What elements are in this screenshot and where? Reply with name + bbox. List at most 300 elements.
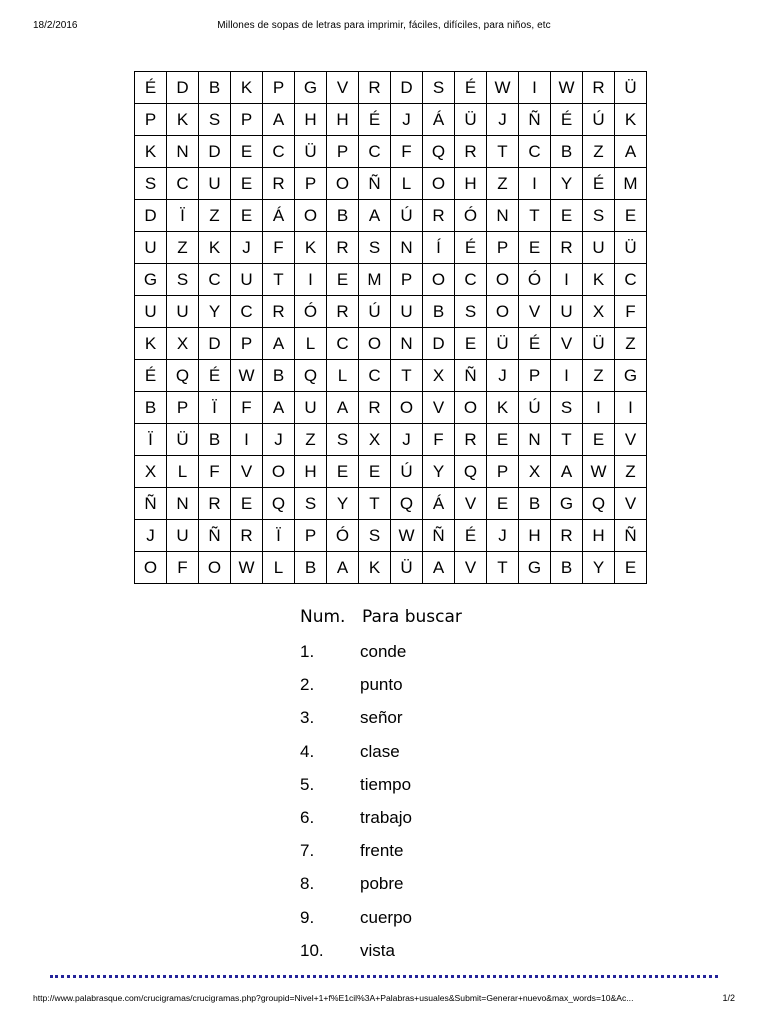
grid-cell: Z bbox=[615, 328, 647, 360]
grid-cell: B bbox=[551, 552, 583, 584]
list-item-number: 4. bbox=[300, 741, 315, 761]
grid-cell: Ñ bbox=[423, 520, 455, 552]
grid-cell: R bbox=[263, 296, 295, 328]
list-item-word: cuerpo bbox=[360, 907, 412, 927]
grid-cell: O bbox=[199, 552, 231, 584]
grid-cell: C bbox=[615, 264, 647, 296]
grid-cell: S bbox=[359, 232, 391, 264]
grid-cell: Ñ bbox=[615, 520, 647, 552]
list-item-word: pobre bbox=[360, 874, 404, 894]
grid-cell: Ü bbox=[167, 424, 199, 456]
grid-cell: Ú bbox=[359, 296, 391, 328]
grid-cell: D bbox=[423, 328, 455, 360]
word-list-header bbox=[300, 607, 462, 627]
grid-cell: A bbox=[551, 456, 583, 488]
grid-cell: É bbox=[359, 104, 391, 136]
footer-page-number: 1/2 bbox=[722, 993, 735, 1003]
grid-cell: R bbox=[551, 520, 583, 552]
grid-cell: D bbox=[199, 136, 231, 168]
grid-cell: Q bbox=[423, 136, 455, 168]
grid-cell: O bbox=[391, 392, 423, 424]
grid-cell: A bbox=[263, 392, 295, 424]
list-item bbox=[300, 708, 412, 741]
grid-cell: Ú bbox=[391, 456, 423, 488]
grid-cell: B bbox=[295, 552, 327, 584]
grid-cell: Z bbox=[167, 232, 199, 264]
grid-cell: R bbox=[455, 424, 487, 456]
grid-cell: N bbox=[391, 232, 423, 264]
grid-cell: S bbox=[455, 296, 487, 328]
grid-cell: A bbox=[359, 200, 391, 232]
grid-cell: R bbox=[551, 232, 583, 264]
grid-cell: Ó bbox=[327, 520, 359, 552]
grid-cell: T bbox=[487, 136, 519, 168]
grid-cell: W bbox=[583, 456, 615, 488]
grid-cell: C bbox=[199, 264, 231, 296]
grid-cell: T bbox=[519, 200, 551, 232]
grid-cell: O bbox=[295, 200, 327, 232]
grid-cell: K bbox=[583, 264, 615, 296]
grid-cell: J bbox=[487, 104, 519, 136]
grid-cell: S bbox=[327, 424, 359, 456]
grid-cell: Á bbox=[423, 488, 455, 520]
grid-cell: L bbox=[263, 552, 295, 584]
grid-cell: R bbox=[359, 72, 391, 104]
grid-cell: A bbox=[615, 136, 647, 168]
grid-cell: C bbox=[455, 264, 487, 296]
grid-cell: E bbox=[615, 200, 647, 232]
grid-cell: V bbox=[615, 488, 647, 520]
list-item bbox=[300, 808, 412, 841]
grid-cell: Ü bbox=[391, 552, 423, 584]
grid-row bbox=[135, 488, 647, 520]
grid-cell: D bbox=[167, 72, 199, 104]
list-item-word: frente bbox=[360, 841, 404, 861]
grid-cell: Ï bbox=[263, 520, 295, 552]
grid-cell: F bbox=[423, 424, 455, 456]
grid-cell: F bbox=[231, 392, 263, 424]
grid-cell: Ó bbox=[295, 296, 327, 328]
list-item-number: 2. bbox=[300, 675, 315, 695]
grid-cell: W bbox=[231, 360, 263, 392]
grid-cell: P bbox=[295, 168, 327, 200]
grid-cell: A bbox=[423, 552, 455, 584]
grid-cell: O bbox=[423, 264, 455, 296]
grid-cell: V bbox=[455, 488, 487, 520]
grid-cell: Z bbox=[583, 360, 615, 392]
header-title: Millones de sopas de letras para imprimir, fáciles, difíciles, para niños, etc bbox=[217, 20, 551, 31]
grid-cell: V bbox=[231, 456, 263, 488]
grid-cell: D bbox=[391, 72, 423, 104]
grid-row bbox=[135, 136, 647, 168]
grid-cell: E bbox=[359, 456, 391, 488]
grid-cell: R bbox=[231, 520, 263, 552]
grid-cell: J bbox=[391, 104, 423, 136]
grid-cell: I bbox=[295, 264, 327, 296]
grid-cell: J bbox=[231, 232, 263, 264]
grid-cell: Q bbox=[295, 360, 327, 392]
grid-row bbox=[135, 264, 647, 296]
grid-cell: P bbox=[391, 264, 423, 296]
grid-cell: C bbox=[519, 136, 551, 168]
grid-cell: H bbox=[455, 168, 487, 200]
grid-cell: É bbox=[135, 72, 167, 104]
grid-cell: Ü bbox=[295, 136, 327, 168]
grid-cell: O bbox=[455, 392, 487, 424]
grid-cell: G bbox=[295, 72, 327, 104]
grid-cell: S bbox=[423, 72, 455, 104]
grid-row bbox=[135, 200, 647, 232]
grid-cell: A bbox=[263, 104, 295, 136]
grid-cell: I bbox=[583, 392, 615, 424]
grid-cell: S bbox=[167, 264, 199, 296]
list-item-word: conde bbox=[360, 642, 407, 661]
grid-cell: Q bbox=[167, 360, 199, 392]
grid-cell: P bbox=[327, 136, 359, 168]
grid-cell: S bbox=[295, 488, 327, 520]
grid-cell: Q bbox=[263, 488, 295, 520]
grid-cell: É bbox=[455, 520, 487, 552]
grid-row bbox=[135, 232, 647, 264]
grid-cell: Y bbox=[327, 488, 359, 520]
grid-cell: R bbox=[327, 296, 359, 328]
grid-cell: P bbox=[231, 328, 263, 360]
grid-row bbox=[135, 392, 647, 424]
list-item bbox=[300, 642, 412, 675]
grid-cell: X bbox=[135, 456, 167, 488]
grid-cell: E bbox=[231, 200, 263, 232]
grid-cell: N bbox=[167, 136, 199, 168]
grid-cell: R bbox=[199, 488, 231, 520]
grid-cell: I bbox=[231, 424, 263, 456]
grid-row bbox=[135, 552, 647, 584]
grid-cell: J bbox=[487, 360, 519, 392]
grid-cell: T bbox=[487, 552, 519, 584]
grid-cell: Ï bbox=[167, 200, 199, 232]
grid-cell: Q bbox=[455, 456, 487, 488]
grid-cell: E bbox=[487, 424, 519, 456]
grid-row bbox=[135, 72, 647, 104]
grid-cell: Ü bbox=[583, 328, 615, 360]
grid-cell: É bbox=[455, 232, 487, 264]
grid-cell: U bbox=[135, 232, 167, 264]
grid-cell: Ñ bbox=[519, 104, 551, 136]
grid-cell: T bbox=[551, 424, 583, 456]
grid-row bbox=[135, 104, 647, 136]
list-item bbox=[300, 908, 412, 941]
grid-cell: G bbox=[135, 264, 167, 296]
grid-cell: É bbox=[551, 104, 583, 136]
list-item bbox=[300, 675, 412, 708]
grid-cell: N bbox=[487, 200, 519, 232]
grid-cell: R bbox=[455, 136, 487, 168]
list-item bbox=[300, 841, 412, 874]
grid-cell: Á bbox=[423, 104, 455, 136]
grid-cell: B bbox=[263, 360, 295, 392]
grid-cell: K bbox=[359, 552, 391, 584]
grid-cell: J bbox=[135, 520, 167, 552]
grid-cell: Ó bbox=[519, 264, 551, 296]
grid-cell: S bbox=[199, 104, 231, 136]
grid-cell: Ú bbox=[583, 104, 615, 136]
grid-cell: Y bbox=[423, 456, 455, 488]
grid-cell: L bbox=[391, 168, 423, 200]
dotted-divider bbox=[50, 975, 718, 978]
grid-cell: T bbox=[263, 264, 295, 296]
grid-cell: U bbox=[295, 392, 327, 424]
grid-cell: I bbox=[519, 168, 551, 200]
grid-cell: O bbox=[359, 328, 391, 360]
list-item-word: vista bbox=[360, 940, 395, 960]
grid-cell: E bbox=[327, 264, 359, 296]
grid-cell: J bbox=[487, 520, 519, 552]
list-item bbox=[300, 742, 412, 775]
grid-cell: L bbox=[167, 456, 199, 488]
grid-cell: I bbox=[551, 264, 583, 296]
grid-cell: D bbox=[135, 200, 167, 232]
grid-cell: J bbox=[391, 424, 423, 456]
grid-cell: Z bbox=[199, 200, 231, 232]
grid-cell: X bbox=[423, 360, 455, 392]
grid-cell: Ñ bbox=[199, 520, 231, 552]
grid-cell: F bbox=[167, 552, 199, 584]
word-list bbox=[300, 642, 412, 974]
grid-cell: Ñ bbox=[135, 488, 167, 520]
grid-cell: O bbox=[423, 168, 455, 200]
header-date: 18/2/2016 bbox=[33, 20, 78, 31]
grid-cell: E bbox=[231, 168, 263, 200]
grid-cell: T bbox=[359, 488, 391, 520]
list-item bbox=[300, 874, 412, 907]
grid-cell: W bbox=[391, 520, 423, 552]
grid-cell: E bbox=[551, 200, 583, 232]
grid-cell: L bbox=[327, 360, 359, 392]
grid-cell: Á bbox=[263, 200, 295, 232]
list-item bbox=[300, 941, 412, 974]
grid-cell: S bbox=[359, 520, 391, 552]
word-column-header: Para buscar bbox=[362, 607, 462, 627]
grid-cell: T bbox=[391, 360, 423, 392]
grid-cell: C bbox=[327, 328, 359, 360]
grid-cell: C bbox=[359, 360, 391, 392]
grid-cell: U bbox=[583, 232, 615, 264]
grid-cell: R bbox=[583, 72, 615, 104]
list-item-number: 6. bbox=[300, 807, 315, 827]
grid-cell: P bbox=[295, 520, 327, 552]
grid-cell: V bbox=[327, 72, 359, 104]
grid-cell: W bbox=[231, 552, 263, 584]
grid-cell: U bbox=[167, 296, 199, 328]
grid-cell: O bbox=[327, 168, 359, 200]
grid-cell: N bbox=[391, 328, 423, 360]
grid-row bbox=[135, 328, 647, 360]
grid-cell: O bbox=[135, 552, 167, 584]
grid-row bbox=[135, 520, 647, 552]
grid-cell: E bbox=[615, 552, 647, 584]
grid-cell: Ï bbox=[135, 424, 167, 456]
grid-row bbox=[135, 456, 647, 488]
grid-cell: B bbox=[199, 72, 231, 104]
grid-cell: W bbox=[487, 72, 519, 104]
grid-row bbox=[135, 168, 647, 200]
num-column-header: Num. bbox=[300, 607, 346, 627]
grid-cell: H bbox=[295, 104, 327, 136]
grid-cell: Ú bbox=[391, 200, 423, 232]
footer-url: http://www.palabrasque.com/crucigramas/crucigramas.php?groupid=Nivel+1+f%E1cil%3A+Palabras+usuales&Submit=Generar+nuevo&max_words=10&Ac... bbox=[33, 993, 634, 1003]
grid-cell: S bbox=[551, 392, 583, 424]
grid-cell: U bbox=[551, 296, 583, 328]
grid-cell: E bbox=[231, 488, 263, 520]
list-item-word: punto bbox=[360, 675, 403, 695]
grid-cell: P bbox=[487, 232, 519, 264]
grid-cell: V bbox=[551, 328, 583, 360]
grid-cell: Í bbox=[423, 232, 455, 264]
grid-cell: X bbox=[583, 296, 615, 328]
grid-cell: H bbox=[519, 520, 551, 552]
grid-cell: B bbox=[327, 200, 359, 232]
grid-cell: F bbox=[391, 136, 423, 168]
grid-cell: Ú bbox=[519, 392, 551, 424]
grid-cell: M bbox=[615, 168, 647, 200]
grid-cell: Ü bbox=[455, 104, 487, 136]
grid-cell: I bbox=[551, 360, 583, 392]
grid-cell: B bbox=[519, 488, 551, 520]
grid-cell: L bbox=[295, 328, 327, 360]
grid-cell: O bbox=[263, 456, 295, 488]
grid-cell: P bbox=[231, 104, 263, 136]
grid-cell: Ü bbox=[615, 72, 647, 104]
grid-cell: P bbox=[519, 360, 551, 392]
grid-cell: É bbox=[583, 168, 615, 200]
list-item-word: trabajo bbox=[360, 807, 412, 827]
grid-cell: I bbox=[615, 392, 647, 424]
grid-cell: R bbox=[359, 392, 391, 424]
grid-cell: P bbox=[487, 456, 519, 488]
grid-cell: E bbox=[583, 424, 615, 456]
grid-cell: Z bbox=[487, 168, 519, 200]
grid-cell: C bbox=[167, 168, 199, 200]
grid-cell: É bbox=[135, 360, 167, 392]
list-item-word: señor bbox=[360, 708, 403, 728]
grid-cell: É bbox=[199, 360, 231, 392]
grid-cell: V bbox=[519, 296, 551, 328]
grid-cell: V bbox=[455, 552, 487, 584]
grid-cell: S bbox=[135, 168, 167, 200]
grid-cell: K bbox=[615, 104, 647, 136]
grid-cell: X bbox=[167, 328, 199, 360]
grid-cell: F bbox=[199, 456, 231, 488]
grid-cell: E bbox=[487, 488, 519, 520]
grid-cell: D bbox=[199, 328, 231, 360]
grid-cell: K bbox=[231, 72, 263, 104]
grid-cell: C bbox=[359, 136, 391, 168]
grid-cell: K bbox=[295, 232, 327, 264]
list-item-number: 5. bbox=[300, 774, 315, 794]
grid-cell: Ó bbox=[455, 200, 487, 232]
grid-cell: N bbox=[519, 424, 551, 456]
grid-row bbox=[135, 360, 647, 392]
grid-cell: E bbox=[519, 232, 551, 264]
grid-cell: U bbox=[391, 296, 423, 328]
grid-cell: K bbox=[135, 136, 167, 168]
grid-cell: A bbox=[327, 392, 359, 424]
grid-cell: Z bbox=[615, 456, 647, 488]
grid-cell: Y bbox=[199, 296, 231, 328]
list-item-number: 7. bbox=[300, 841, 315, 861]
grid-cell: Ü bbox=[487, 328, 519, 360]
grid-cell: E bbox=[231, 136, 263, 168]
grid-cell: I bbox=[519, 72, 551, 104]
grid-cell: K bbox=[199, 232, 231, 264]
grid-cell: U bbox=[135, 296, 167, 328]
grid-cell: C bbox=[263, 136, 295, 168]
grid-cell: B bbox=[199, 424, 231, 456]
grid-cell: Ñ bbox=[455, 360, 487, 392]
grid-cell: G bbox=[615, 360, 647, 392]
grid-cell: R bbox=[423, 200, 455, 232]
grid-cell: Ü bbox=[615, 232, 647, 264]
grid-cell: H bbox=[583, 520, 615, 552]
list-item-number: 10. bbox=[300, 940, 324, 960]
grid-cell: G bbox=[519, 552, 551, 584]
grid-cell: U bbox=[199, 168, 231, 200]
grid-row bbox=[135, 424, 647, 456]
list-item-word: clase bbox=[360, 741, 400, 761]
grid-cell: A bbox=[327, 552, 359, 584]
list-item-number: 3. bbox=[300, 708, 315, 728]
grid-cell: M bbox=[359, 264, 391, 296]
grid-cell: H bbox=[295, 456, 327, 488]
grid-cell: N bbox=[167, 488, 199, 520]
grid-cell: J bbox=[263, 424, 295, 456]
grid-cell: B bbox=[551, 136, 583, 168]
grid-cell: Ï bbox=[199, 392, 231, 424]
grid-cell: E bbox=[327, 456, 359, 488]
grid-cell: B bbox=[423, 296, 455, 328]
grid-row bbox=[135, 296, 647, 328]
grid-cell: Z bbox=[295, 424, 327, 456]
grid-cell: X bbox=[359, 424, 391, 456]
grid-cell: K bbox=[167, 104, 199, 136]
grid-cell: C bbox=[231, 296, 263, 328]
grid-cell: Q bbox=[391, 488, 423, 520]
grid-cell: K bbox=[135, 328, 167, 360]
list-item-number: 1. bbox=[300, 642, 315, 661]
grid-cell: S bbox=[583, 200, 615, 232]
grid-cell: É bbox=[455, 72, 487, 104]
grid-cell: K bbox=[487, 392, 519, 424]
grid-cell: R bbox=[263, 168, 295, 200]
list-item bbox=[300, 775, 412, 808]
grid-cell: Z bbox=[583, 136, 615, 168]
list-item-number: 8. bbox=[300, 874, 315, 894]
grid-cell: H bbox=[327, 104, 359, 136]
grid-cell: G bbox=[551, 488, 583, 520]
grid-cell: Y bbox=[551, 168, 583, 200]
grid-cell: R bbox=[327, 232, 359, 264]
word-search-grid bbox=[134, 71, 647, 584]
grid-cell: O bbox=[487, 296, 519, 328]
grid-cell: Q bbox=[583, 488, 615, 520]
grid-cell: Y bbox=[583, 552, 615, 584]
grid-cell: Ñ bbox=[359, 168, 391, 200]
grid-cell: V bbox=[423, 392, 455, 424]
grid-cell: É bbox=[519, 328, 551, 360]
grid-cell: P bbox=[263, 72, 295, 104]
grid-cell: U bbox=[231, 264, 263, 296]
grid-cell: W bbox=[551, 72, 583, 104]
grid-cell: B bbox=[135, 392, 167, 424]
